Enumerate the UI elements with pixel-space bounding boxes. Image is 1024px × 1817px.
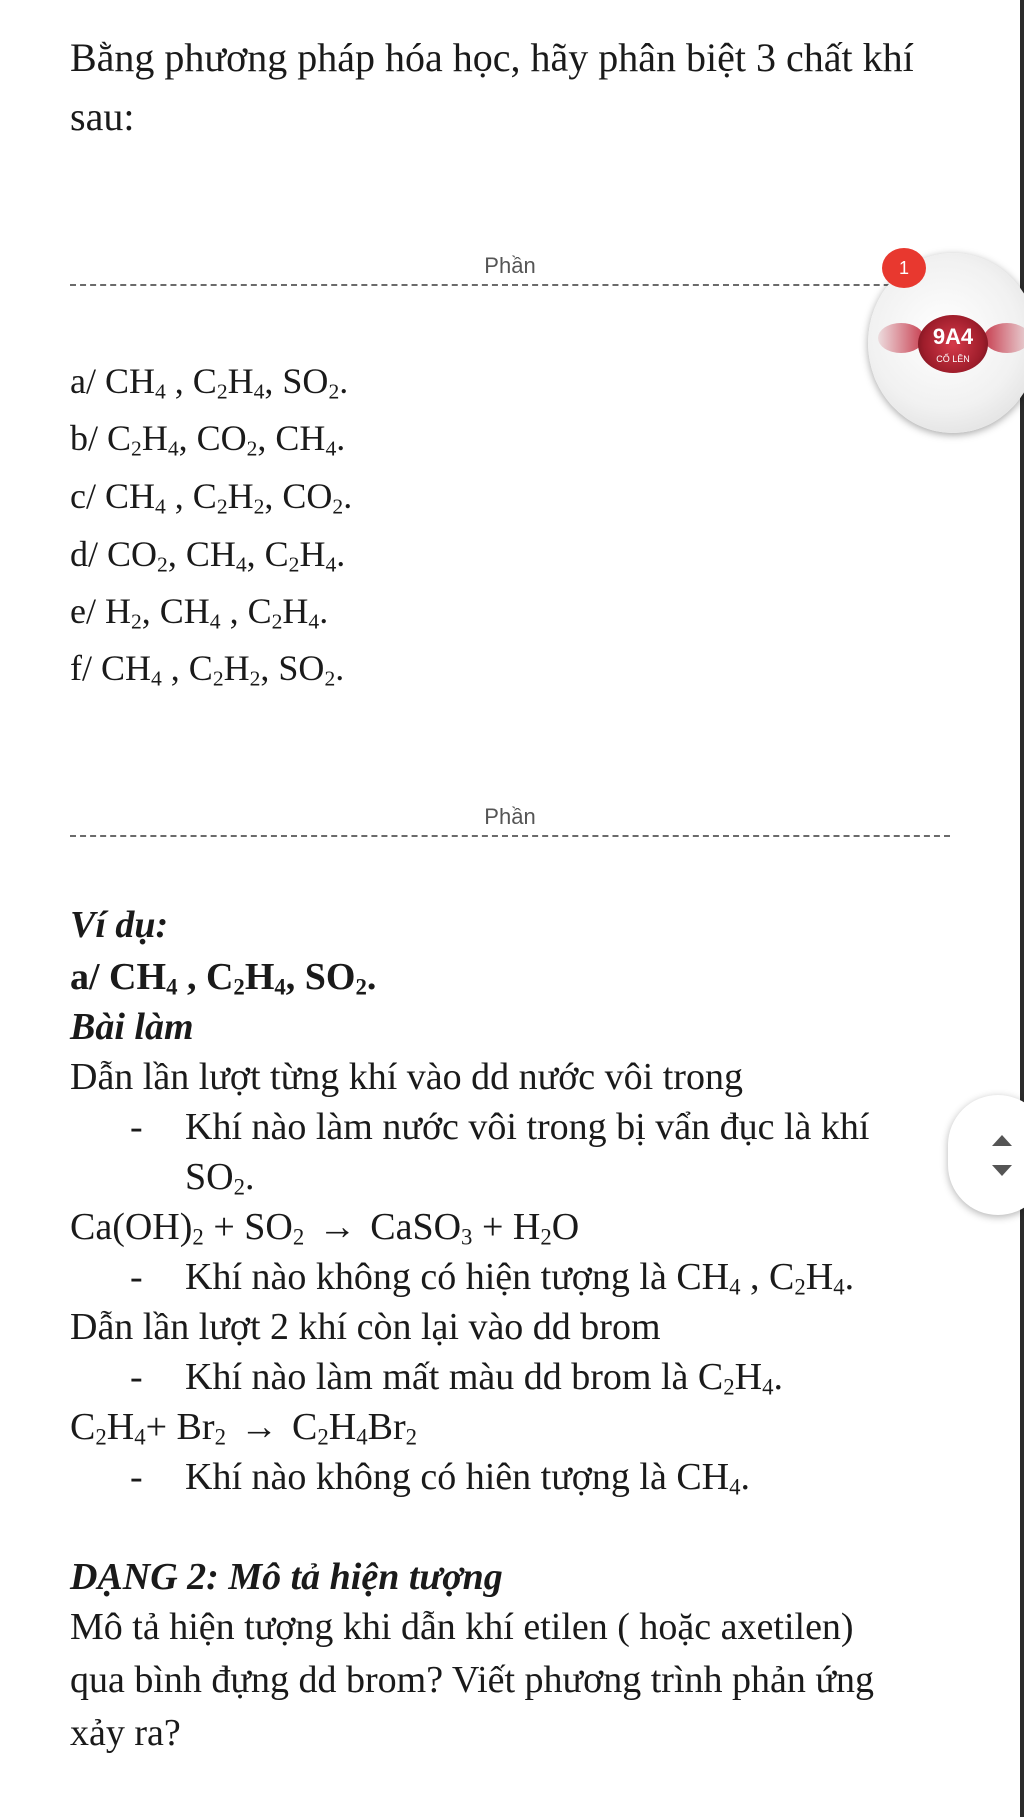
subscript: 4	[833, 1274, 845, 1300]
subscript: 2	[130, 609, 142, 634]
equation-2	[70, 1405, 417, 1449]
subscript: 4	[151, 666, 162, 691]
badge-subtext: CỐ LÊN	[936, 354, 970, 364]
subscript: 4	[167, 436, 179, 461]
equation-2-left: $C_2H_4+ Br_2$	[70, 1406, 226, 1450]
subscript: 2	[233, 974, 245, 1000]
chevron-up-icon[interactable]	[992, 1135, 1012, 1146]
bullet-1-text: Khí nào làm nước vôi trong bị vẩn đục là khí	[185, 1106, 870, 1148]
subscript: 2	[216, 494, 228, 519]
equation-2-right: $C_2H_4Br_2$	[291, 1406, 417, 1450]
bullet-dash: -	[130, 1106, 143, 1148]
subscript: 4	[729, 1474, 741, 1500]
bullet-dash: -	[130, 1256, 143, 1298]
subscript: 2	[212, 666, 224, 691]
subscript: 2	[723, 1374, 735, 1400]
subscript: 2	[246, 436, 258, 461]
step-2: Dẫn lần lượt 2 khí còn lại vào dd brom	[70, 1306, 661, 1348]
divider-label-1: Phần	[484, 253, 536, 278]
chevron-down-icon[interactable]	[992, 1165, 1012, 1176]
subscript: 4	[253, 379, 265, 404]
subscript: 4	[762, 1374, 774, 1400]
subscript: 4	[274, 974, 286, 1000]
section-divider-2	[70, 835, 950, 837]
right-edge-bar	[1020, 0, 1024, 1817]
section-2-line-3: xảy ra?	[70, 1712, 181, 1754]
subscript: 4	[155, 379, 166, 404]
subscript: 4	[209, 609, 221, 634]
section-2-line-2: qua bình đựng dd brom? Viết phương trình phản ứng	[70, 1659, 874, 1701]
subscript: 2	[214, 1424, 226, 1450]
option-e: e/ $H_2$, $CH_4$ , $C_2H_4$.	[70, 591, 329, 634]
bullet-2-text: Khí nào không có hiện tượng là $CH_4$ , $C_2H_4$.	[185, 1256, 855, 1300]
subscript: 2	[332, 494, 344, 519]
example-heading: Ví dụ:	[70, 904, 169, 946]
subscript: 2	[157, 552, 168, 577]
equation-1-right: CaSO$_3$ + $H_2O$	[370, 1206, 580, 1250]
subscript: 4	[134, 1424, 146, 1450]
equation-1	[70, 1205, 579, 1249]
bullet-dash: -	[130, 1356, 143, 1398]
subscript: 2	[317, 1424, 329, 1450]
scroll-control[interactable]	[948, 1095, 1024, 1215]
option-d: d/ $CO_2$, $CH_4$, $C_2H_4$.	[70, 534, 346, 577]
subscript: 2	[288, 552, 300, 577]
section-2-line-1: Mô tả hiện tượng khi dẫn khí etilen ( hoặc axetilen)	[70, 1606, 854, 1648]
wing-right-icon	[984, 323, 1024, 353]
subscript: 2	[271, 609, 283, 634]
section-2-heading: DẠNG 2: Mô tả hiện tượng	[70, 1556, 503, 1598]
subscript: 2	[292, 1224, 305, 1250]
subscript: 4	[155, 494, 166, 519]
bullet-dash: -	[130, 1456, 143, 1498]
subscript: 4	[166, 974, 178, 1000]
badge-emblem	[918, 315, 988, 373]
subscript: 2	[253, 494, 265, 519]
subscript: 4	[325, 436, 337, 461]
subscript: 3	[461, 1224, 473, 1250]
subscript: 2	[233, 1174, 245, 1200]
bullet-1-continued: $SO_2$.	[185, 1156, 255, 1200]
notification-count-badge: 1	[882, 248, 926, 288]
subscript: 2	[216, 379, 228, 404]
badge-text: 9A4	[932, 324, 974, 349]
work-heading: Bài làm	[70, 1006, 194, 1048]
subscript: 2	[131, 436, 142, 461]
subscript: 2	[355, 974, 367, 1000]
equation-1-left: $Ca(OH)_2 + SO_2$	[70, 1206, 305, 1250]
question-line-2: sau:	[70, 94, 135, 139]
subscript: 4	[356, 1424, 368, 1450]
subscript: 2	[794, 1274, 806, 1300]
subscript: 4	[325, 552, 337, 577]
subscript: 2	[405, 1424, 417, 1450]
subscript: 4	[308, 609, 320, 634]
subscript: 2	[95, 1424, 107, 1450]
option-f: f/ $CH_4$ , $C_2H_2$, $SO_2$.	[70, 648, 345, 691]
bullet-4-text: Khí nào không có hiên tượng là $CH_4$.	[185, 1456, 751, 1500]
subscript: 2	[328, 379, 340, 404]
question-line-1: Bằng phương pháp hóa học, hãy phân biệt 3 chất khí	[70, 35, 914, 80]
reaction-arrow-icon: →	[239, 1406, 278, 1448]
subscript: 2	[324, 666, 336, 691]
section-divider-1	[70, 284, 950, 286]
subscript: 2	[249, 666, 261, 691]
option-c: c/ $CH_4$ , $C_2H_2$, $CO_2$.	[70, 476, 353, 519]
subscript: 4	[729, 1274, 741, 1300]
subscript: 4	[235, 552, 247, 577]
divider-label-2: Phần	[484, 804, 536, 829]
option-a: a/ $CH_4$ , $C_2H_4$, $SO_2$.	[70, 361, 349, 404]
reaction-arrow-icon: →	[318, 1206, 357, 1248]
option-b: b/ $C_2H_4$, $CO_2$, $CH_4$.	[70, 418, 346, 461]
bullet-3-text: Khí nào làm mất màu dd brom là $C_2H_4$.	[185, 1356, 783, 1400]
subscript: 2	[540, 1224, 552, 1250]
subscript: 2	[192, 1224, 204, 1250]
step-1: Dẫn lần lượt từng khí vào dd nước vôi trong	[70, 1056, 743, 1098]
example-item: a/ $CH_4$ , $C_2H_4$, $SO_2$.	[70, 956, 377, 1000]
